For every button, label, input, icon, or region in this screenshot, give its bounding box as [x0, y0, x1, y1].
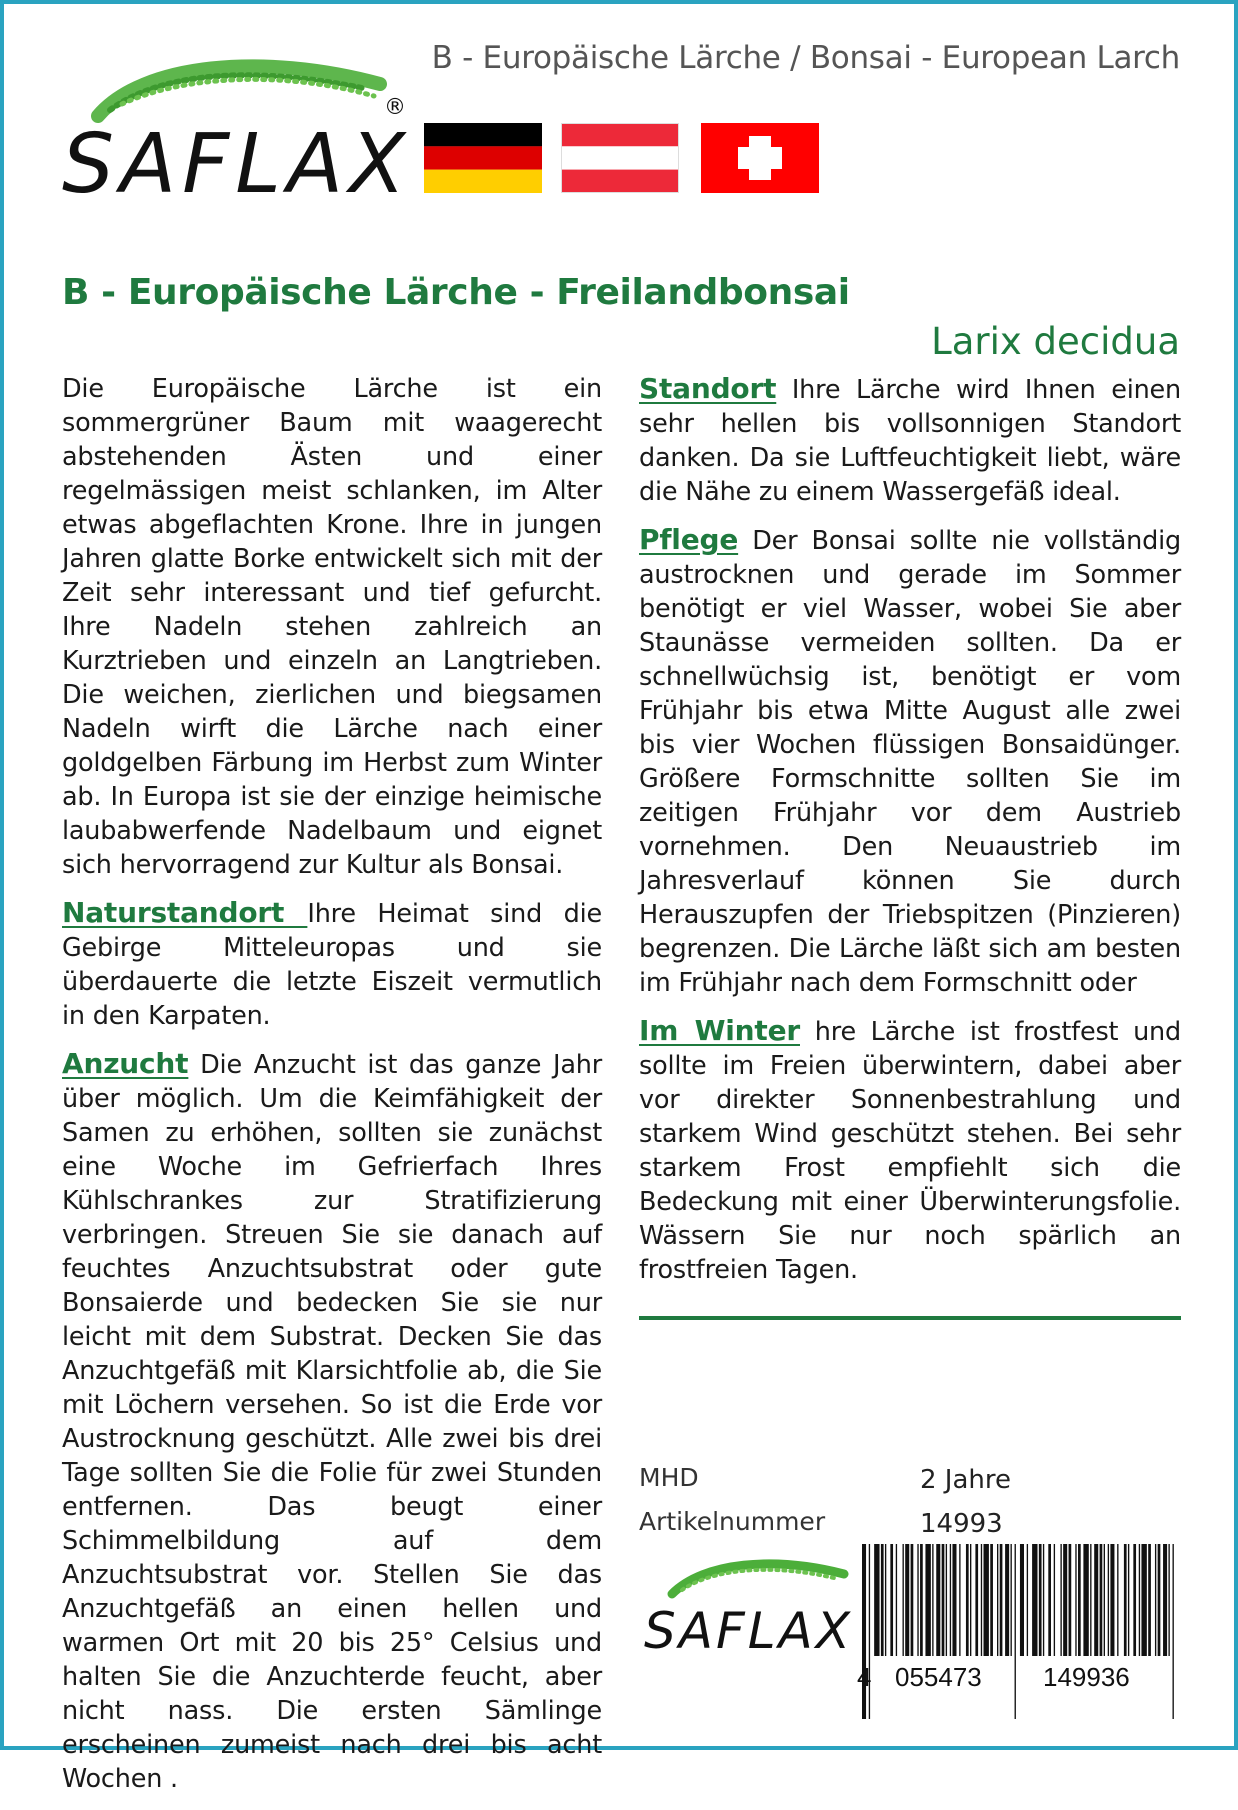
product-title: B - Europäische Lärche - Freilandbonsai: [62, 272, 850, 313]
anzucht-section: [62, 1047, 602, 1796]
intro-paragraph: Die Europäische Lärche ist ein sommergrüner Baum mit waagerecht abstehenden Ästen und einer regelmässigen meist schlanken, im Alter etwas abgeflachten Krone. Ihre in jungen Jahren glatte Borke entwickelt sich mit der Zeit sehr interessant und tief gefurcht. Ihre Nadeln stehen zahlreich an Kurztrieben und einzeln an Langtrieben. Die weichen, zierlichen und biegsamen Nadeln wirft die Lärche nach einer goldgelben Färbung im Herbst zum Winter ab. In Europa ist sie der einzige heimische laubabwerfende Nadelbaum und eignet sich hervorragend zur Kultur als Bonsai.: [62, 374, 602, 880]
standort-heading: Standort: [639, 372, 777, 405]
barcode-bar: [1110, 1544, 1114, 1656]
barcode-bar: [1133, 1544, 1136, 1656]
barcode-bar: [903, 1544, 904, 1656]
barcode-bar: [1039, 1544, 1042, 1656]
barcode-bar: [966, 1544, 969, 1656]
germany-flag-icon: [424, 123, 542, 193]
winter-heading: Im Winter: [639, 1014, 800, 1047]
right-column: [639, 372, 1181, 1301]
barcode-bar: [920, 1544, 923, 1656]
barcode-bar: [1090, 1544, 1091, 1656]
saflax-logo: [62, 44, 412, 204]
left-column: [62, 372, 602, 1810]
grass-swoosh-icon: [672, 1564, 844, 1594]
barcode-bar: [1094, 1544, 1098, 1656]
barcode-bar: [1104, 1544, 1105, 1656]
mhd-label: MHD: [639, 1463, 699, 1492]
barcode-bar: [1032, 1544, 1037, 1656]
anzucht-heading: Anzucht: [62, 1047, 189, 1080]
barcode-bar: [952, 1544, 956, 1656]
barcode-bar: [984, 1544, 989, 1656]
barcode-bar: [1168, 1544, 1169, 1656]
winter-section: [639, 1014, 1181, 1287]
barcode-bar: [1124, 1544, 1127, 1656]
brand-name-small: SAFLAX: [644, 1602, 854, 1658]
barcode-bar: [1015, 1544, 1016, 1719]
mhd-value: 2 Jahre: [920, 1465, 1011, 1495]
brand-name: SAFLAX: [62, 117, 412, 204]
barcode-bar: [925, 1544, 930, 1656]
saflax-logo-small: [644, 1548, 854, 1658]
barcode-bar: [1078, 1544, 1081, 1656]
barcode-bar: [981, 1544, 982, 1656]
barcode-bar: [1163, 1544, 1167, 1656]
standort-text: Ihre Lärche wird Ihnen einen sehr hellen bis vollsonnigen Standort danken. Da sie Luftfeuchtigkeit liebt, wäre die Nähe zu einem Wassergefäß ideal.: [639, 375, 1181, 507]
barcode-bar: [1139, 1544, 1140, 1656]
pflege-heading: Pflege: [639, 523, 739, 556]
barcode-bar: [874, 1544, 879, 1656]
barcode-bar: [1128, 1544, 1129, 1656]
barcode-bar: [1173, 1544, 1174, 1719]
barcode-bar: [975, 1544, 978, 1656]
barcode-bar: [1054, 1544, 1055, 1656]
barcode-bar: [1020, 1544, 1024, 1656]
barcode-bar: [997, 1544, 998, 1656]
austria-flag-icon: [561, 123, 679, 193]
anzucht-text: Die Anzucht ist das ganze Jahr über möglich. Um die Keimfähigkeit der Samen zu erhöhen, sollten sie zunächst eine Woche im Gefrierfach Ihres Kühlschrankes zur Stratifizierung verbringen. Streuen Sie sie danach auf feuchtes Anzuchtsubstrat oder gute Bonsaierde und bedecken Sie sie nur leicht mit dem Substrat. Decken Sie das Anzuchtgefäß mit Klarsichtfolie ab, die Sie mit Löchern versehen. So ist die Erde vor Austrocknung geschützt. Alle zwei bis drei Tage sollten Sie die Folie für zwei Stunden entfernen. Das beugt einer Schimmelbildung auf dem Anzuchtsubstrat vor. Stellen Sie das Anzuchtgefäß an einen hellen und warmen Ort mit 20 bis 25° Celsius und halten Sie die Anzuchterde feucht, aber nicht nass. Die ersten Sämlinge erscheinen zumeist nach drei bis acht Wochen .: [62, 1050, 602, 1794]
barcode-bar: [890, 1544, 893, 1656]
barcode-first-digit: 4: [857, 1662, 872, 1692]
barcode-bar: [1100, 1544, 1103, 1656]
barcode-bar: [990, 1544, 993, 1656]
article-number-label: Artikelnummer: [639, 1507, 826, 1536]
barcode-bar: [946, 1544, 947, 1656]
barcode-bar: [1005, 1544, 1009, 1656]
barcode-bar: [1141, 1544, 1146, 1656]
barcode-bar: [1158, 1544, 1161, 1656]
latin-name: Larix decidua: [931, 320, 1180, 363]
barcode-bar: [917, 1544, 918, 1656]
header-product-line: B - Europäische Lärche / Bonsai - European Larch: [431, 40, 1180, 76]
barcode-bar: [932, 1544, 933, 1656]
barcode-bar: [970, 1544, 971, 1656]
barcode-bar: [1060, 1544, 1061, 1656]
section-divider: [639, 1316, 1181, 1320]
naturstandort-text: Ihre Heimat sind die Gebirge Mitteleuropas und sie überdauerte die letzte Eiszeit vermutlich in den Karpaten.: [62, 899, 602, 1031]
registered-mark: ®: [384, 95, 406, 120]
barcode-bar: [1155, 1544, 1156, 1656]
barcode-bar: [936, 1544, 940, 1656]
grass-swoosh-icon: [98, 66, 380, 116]
barcode-bar: [1043, 1544, 1044, 1656]
barcode-left-group: 055473: [895, 1662, 982, 1692]
barcode-bar: [942, 1544, 945, 1656]
barcode-bar: [1048, 1544, 1051, 1656]
barcode-bar: [896, 1544, 897, 1656]
barcode-bar: [1075, 1544, 1076, 1656]
barcode-right-group: 149936: [1043, 1662, 1130, 1692]
barcode-bar: [885, 1544, 886, 1656]
standort-section: [639, 372, 1181, 509]
article-number-value: 14993: [920, 1509, 1003, 1539]
pflege-text: Der Bonsai sollte nie vollständig austrocknen und gerade im Sommer benötigt er viel Wasser, wobei Sie aber Staunässe vermeiden sollten. Da er schnellwüchsig ist, benötigt er vom Frühjahr bis etwa Mitte August alle zwei bis vier Wochen flüssigen Bonsaidünger. Größere Formschnitte sollten Sie im zeitigen Frühjahr vor dem Austrieb vornehmen. Den Neuaustrieb im Jahresverlauf können Sie durch Herauszupfen der Triebspitzen (Pinzieren) begrenzen. Die Lärche läßt sich am besten im Frühjahr nach dem Formschnitt oder: [639, 526, 1181, 998]
barcode-bar: [1011, 1544, 1012, 1656]
barcode-bar: [950, 1544, 951, 1656]
barcode-bar: [905, 1544, 909, 1656]
pflege-section: [639, 523, 1181, 1000]
barcode-bar: [1000, 1544, 1003, 1656]
barcode-bar: [1148, 1544, 1151, 1656]
barcode-bar: [881, 1544, 884, 1656]
barcode-bar: [1063, 1544, 1067, 1656]
barcode-bar: [1108, 1544, 1109, 1656]
naturstandort-section: [62, 896, 602, 1033]
switzerland-flag-icon: [701, 123, 819, 193]
naturstandort-heading: Naturstandort: [62, 896, 308, 929]
barcode-bar: [1117, 1544, 1118, 1656]
barcode-bar: [1069, 1544, 1072, 1656]
barcode-bar: [1083, 1544, 1088, 1656]
barcode-bar: [959, 1544, 960, 1656]
barcode-bar: [911, 1544, 914, 1656]
winter-text: hre Lärche ist frostfest und sollte im Freien überwintern, dabei aber vor direkter Sonnenbestrahlung und starkem Wind geschützt stehen. Bei sehr starkem Frost empfiehlt sich die Bedeckung mit einer Überwinterungsfolie. Wässern Sie nur noch spärlich an frostfreien Tagen.: [639, 1017, 1181, 1285]
barcode-bar: [1027, 1544, 1028, 1656]
